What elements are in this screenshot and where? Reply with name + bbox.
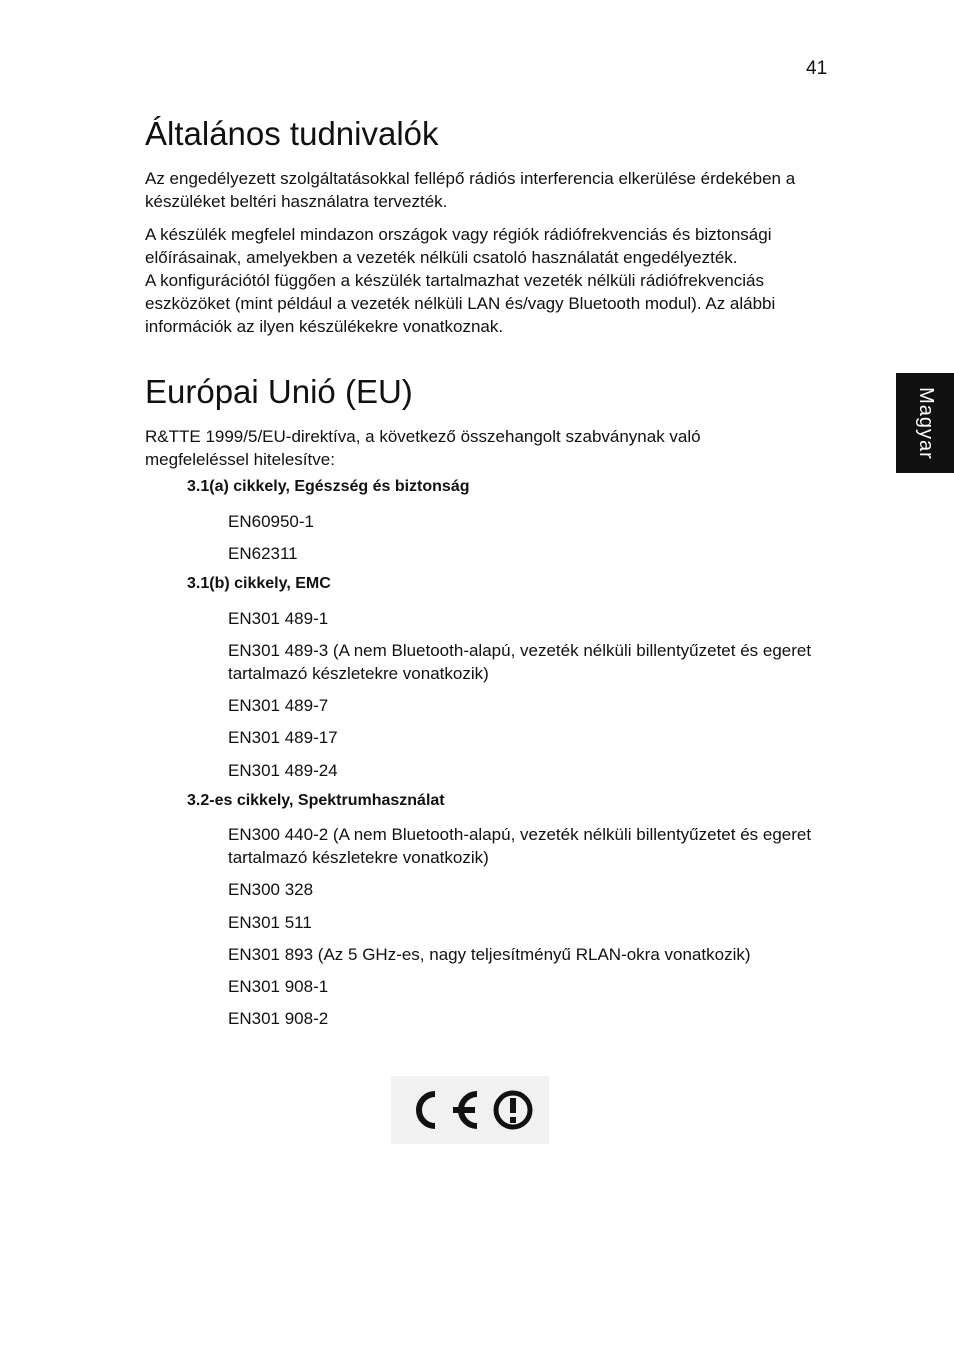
standard-item: EN301 489-7 [228, 696, 329, 715]
standard-item: EN301 908-1 [228, 977, 329, 996]
standard-item: EN300 440-2 (A nem Bluetooth-alapú, vezeték nélküli billentyűzetet és egeret tartalmazó készletekre vonatkozik) [228, 825, 812, 867]
general-para-2b: A konfigurációtól függően a készülék tartalmazhat vezeték nélküli rádiófrekvenciás eszközöket (mint például a vezeték nélküli LAN és/vagy Bluetooth modul). Az alábbi információk az ilyen készülékekre vonatkoznak. [145, 271, 776, 336]
group-heading-emc: 3.1(b) cikkely, EMC [187, 575, 331, 592]
standard-item: EN301 489-24 [228, 761, 338, 780]
ce-alert-mark-icon [391, 1076, 549, 1144]
standard-item: EN301 489-1 [228, 609, 329, 628]
standard-item: EN301 511 [228, 913, 312, 932]
standard-item: EN62311 [228, 544, 298, 563]
standard-item: EN301 893 (Az 5 GHz-es, nagy teljesítményű RLAN-okra vonatkozik) [228, 945, 751, 964]
language-tab-label: Magyar [914, 386, 937, 460]
standard-item: EN300 328 [228, 880, 314, 899]
section-title-general: Általános tudnivalók [145, 115, 439, 152]
standard-item: EN301 489-3 (A nem Bluetooth-alapú, vezeték nélküli billentyűzetet és egeret tartalmazó készletekre vonatkozik) [228, 641, 812, 683]
group-heading-spectrum: 3.2-es cikkely, Spektrumhasználat [187, 792, 445, 809]
standard-item: EN301 908-2 [228, 1009, 329, 1028]
eu-intro: R&TTE 1999/5/EU-direktíva, a következő összehangolt szabványnak való megfeleléssel hitelesítve: [145, 427, 701, 469]
language-side-tab [896, 373, 954, 473]
standard-item: EN60950-1 [228, 512, 315, 531]
section-title-eu: Európai Unió (EU) [145, 373, 413, 410]
general-para-1: Az engedélyezett szolgáltatásokkal fellépő rádiós interferencia elkerülése érdekében a készüléket beltéri használatra tervezték. [145, 169, 796, 211]
ce-alert-mark-graphic [391, 1076, 549, 1144]
general-para-2a: A készülék megfelel mindazon országok vagy régiók rádiófrekvenciás és biztonsági előírásainak, amelyekben a vezeték nélküli csatoló használatát engedélyezték. [145, 225, 772, 267]
standard-item: EN301 489-17 [228, 728, 338, 747]
group-heading-health: 3.1(a) cikkely, Egészség és biztonság [187, 478, 470, 495]
page-number: 41 [806, 58, 828, 79]
